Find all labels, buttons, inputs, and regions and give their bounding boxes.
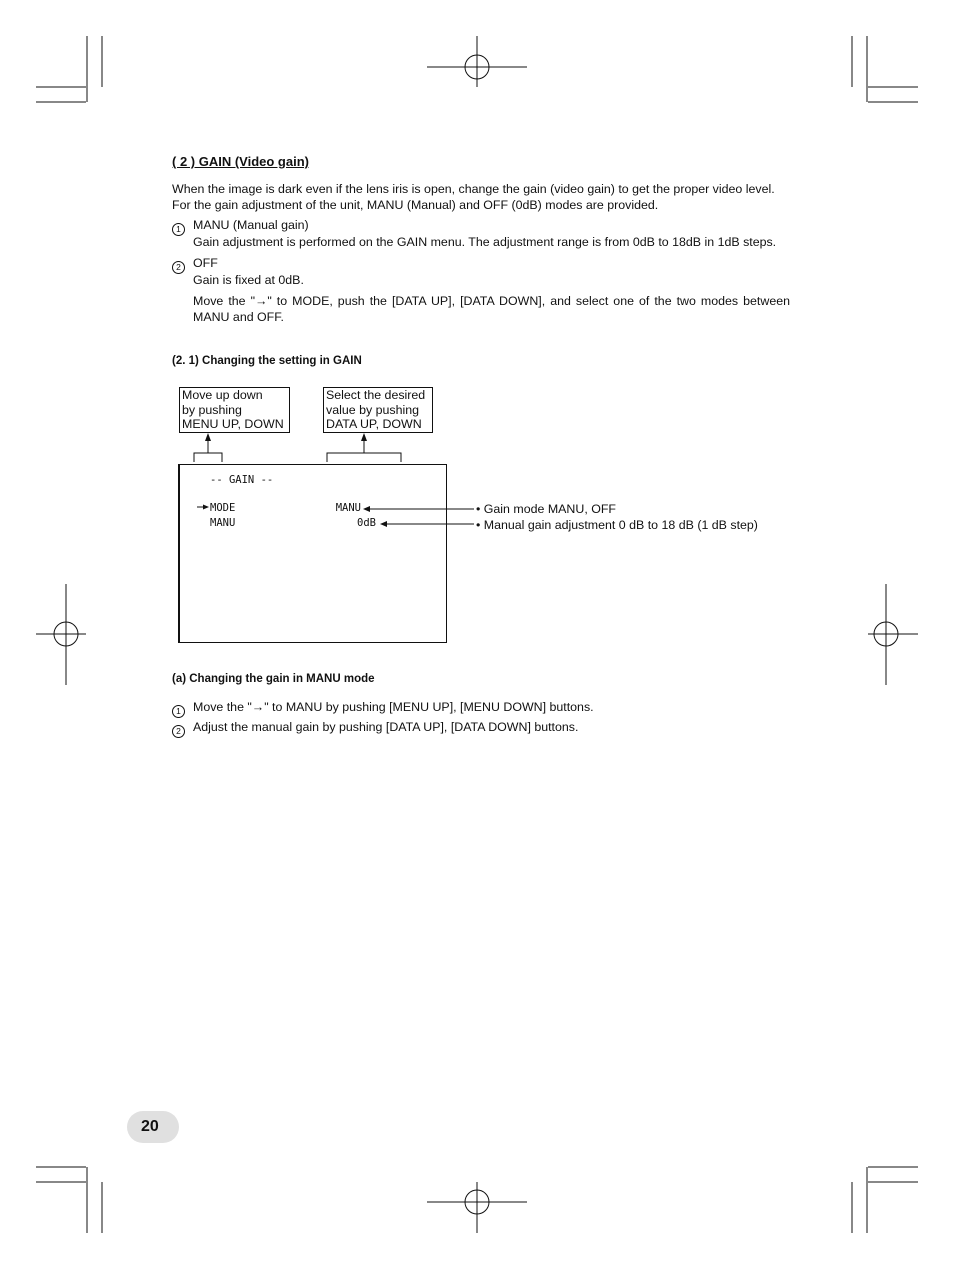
item-2-label: OFF: [193, 256, 218, 270]
page-number: 20: [127, 1111, 179, 1143]
item-1-number: 1: [172, 219, 185, 237]
item-1-label: MANU (Manual gain): [193, 218, 309, 232]
screen-header: -- GAIN --: [210, 474, 274, 486]
step-1-number: 1: [172, 701, 185, 719]
screen-row-manu-label: MANU: [210, 517, 236, 529]
gain-menu-screen: [178, 464, 447, 643]
callout-gain-mode: • Gain mode MANU, OFF: [476, 502, 616, 516]
screen-row-mode-value: MANU: [335, 502, 361, 514]
intro-line-1: When the image is dark even if the lens iris is open, change the gain (video gain) to get the proper video level.: [172, 182, 775, 196]
subsection-title: (2. 1) Changing the setting in GAIN: [172, 355, 362, 367]
item-1-desc: Gain adjustment is performed on the GAIN menu. The adjustment range is from 0dB to 18dB in 1dB steps.: [193, 235, 777, 249]
subsection-a-title: (a) Changing the gain in MANU mode: [172, 673, 375, 685]
move-note: Move the "→" to MODE, push the [DATA UP], [DATA DOWN], and select one of the two modes between MANU and OFF.: [193, 294, 790, 324]
item-2-number: 2: [172, 257, 185, 275]
item-2-desc: Gain is fixed at 0dB.: [193, 273, 304, 287]
intro-line-2: For the gain adjustment of the unit, MANU (Manual) and OFF (0dB) modes are provided.: [172, 197, 659, 212]
data-instruction-box: Select the desired value by pushing DATA UP, DOWN: [323, 387, 433, 433]
screen-row-manu-value: 0dB: [357, 517, 376, 529]
section-title: ( 2 ) GAIN (Video gain): [172, 154, 309, 169]
step-2-text: Adjust the manual gain by pushing [DATA UP], [DATA DOWN] buttons.: [193, 720, 579, 734]
menu-instruction-box: Move up down by pushing MENU UP, DOWN: [179, 387, 290, 433]
screen-row-mode-label: MODE: [210, 502, 236, 514]
step-1-text: Move the "→" to MANU by pushing [MENU UP], [MENU DOWN] buttons.: [193, 700, 594, 714]
step-2-number: 2: [172, 721, 185, 739]
callout-manual-gain: • Manual gain adjustment 0 dB to 18 dB (1 dB step): [476, 518, 758, 532]
